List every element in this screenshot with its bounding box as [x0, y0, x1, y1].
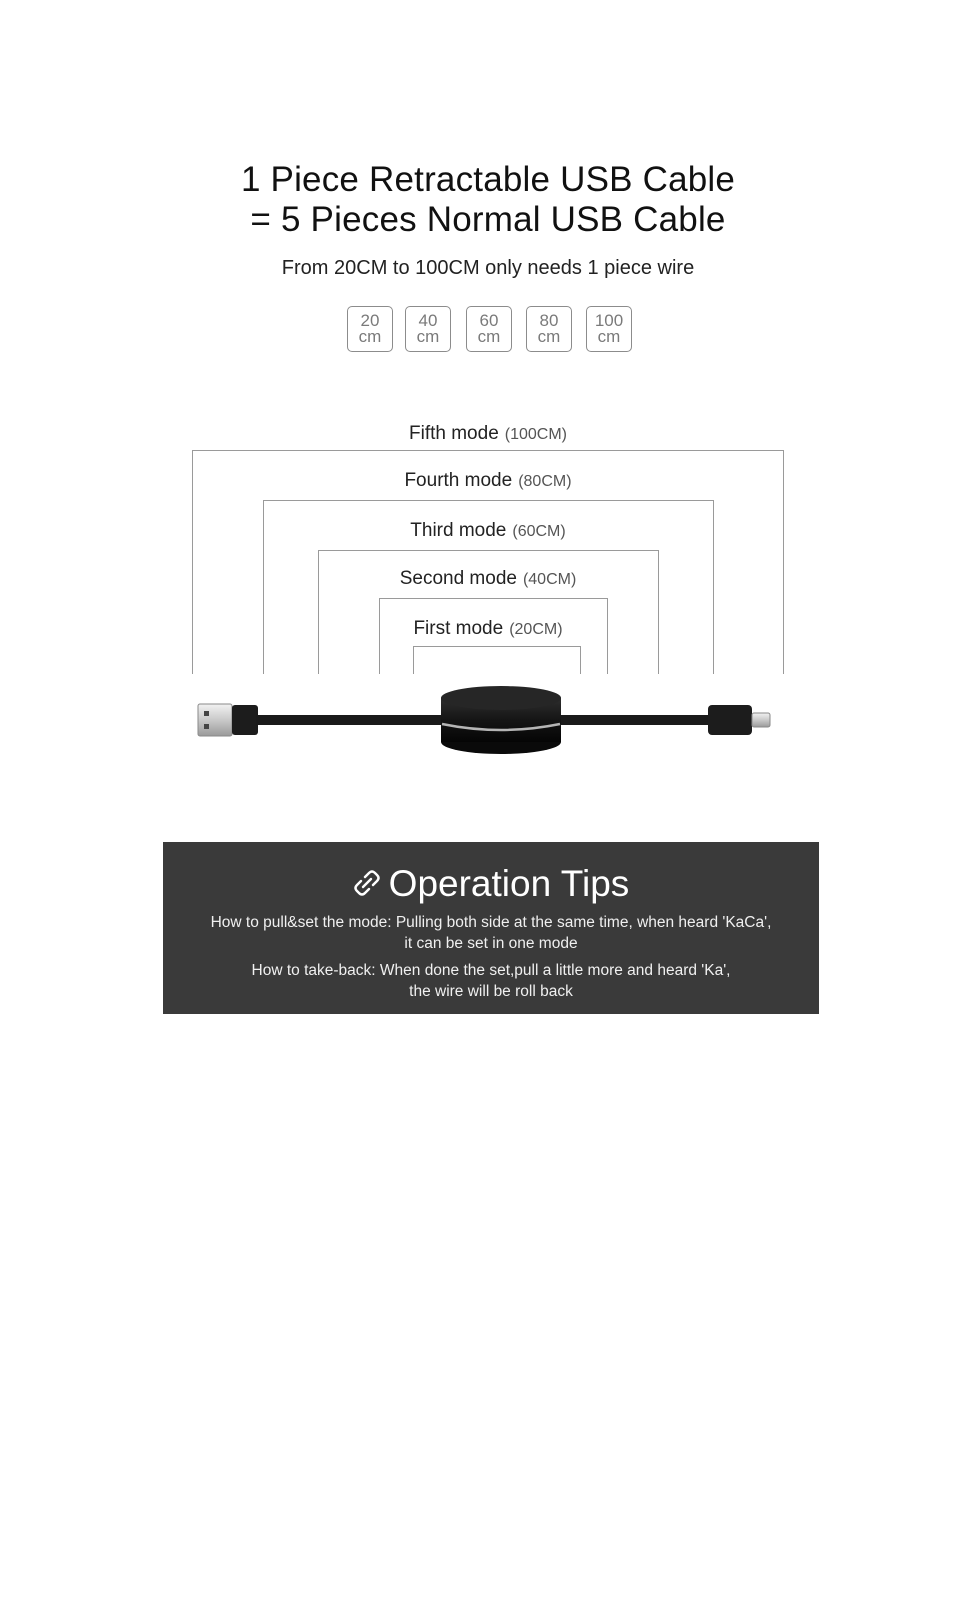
length-badge-value: 100 — [594, 311, 624, 330]
cable-left — [256, 715, 452, 725]
mode-name: Third mode — [410, 520, 507, 541]
retractable-cable-image — [190, 680, 790, 760]
page-subtitle: From 20CM to 100CM only needs 1 piece wire — [281, 257, 695, 279]
length-badge-20 — [347, 306, 393, 352]
length-badge-60 — [466, 306, 512, 352]
length-badge-value: 20 — [360, 311, 380, 330]
length-badge-value: 60 — [479, 311, 499, 330]
tip-take-back-line-2: the wire will be roll back — [409, 983, 573, 1000]
tips-heading — [163, 862, 819, 906]
mode-name: First mode — [413, 618, 504, 639]
micro-usb-connector — [708, 705, 770, 735]
cable-right — [550, 715, 710, 725]
mode-name: Fourth mode — [404, 470, 513, 491]
page-title-line-1: 1 Piece Retractable USB Cable — [240, 160, 736, 199]
tips-heading-text: Operation Tips — [388, 863, 630, 904]
mode-name: Fifth mode — [409, 423, 499, 444]
length-badge-40 — [405, 306, 451, 352]
mode-name: Second mode — [399, 568, 517, 589]
length-badge-unit: cm — [597, 327, 621, 346]
length-badge-value: 40 — [418, 311, 438, 330]
mode-length: (20CM) — [509, 621, 563, 638]
first-mode-frame — [413, 646, 581, 674]
mode-length: (40CM) — [522, 571, 577, 588]
fifth-mode-label — [0, 423, 976, 445]
length-badge-unit: cm — [416, 327, 440, 346]
page-title-line-2: = 5 Pieces Normal USB Cable — [250, 200, 726, 239]
link-icon — [353, 863, 389, 904]
length-badge-unit: cm — [537, 327, 561, 346]
length-badge-value: 80 — [539, 311, 559, 330]
second-mode-label — [0, 568, 976, 590]
operation-tips-panel — [163, 842, 819, 1014]
third-mode-label — [0, 520, 976, 542]
mode-length: (100CM) — [504, 426, 567, 443]
mode-length: (80CM) — [518, 473, 572, 490]
fourth-mode-label — [0, 470, 976, 492]
tip-pull-set-line-2: it can be set in one mode — [404, 935, 578, 952]
first-mode-label — [0, 618, 976, 640]
cable-reel — [441, 686, 561, 754]
length-badge-unit: cm — [358, 327, 382, 346]
tip-pull-set-line-1: How to pull&set the mode: Pulling both side at the same time, when heard 'KaCa', — [210, 914, 772, 931]
tip-take-back-line-1: How to take-back: When done the set,pull a little more and heard 'Ka', — [251, 962, 731, 979]
length-badge-80 — [526, 306, 572, 352]
length-badge-100 — [586, 306, 632, 352]
length-badge-unit: cm — [477, 327, 501, 346]
usb-a-connector — [198, 704, 258, 736]
mode-length: (60CM) — [512, 523, 566, 540]
